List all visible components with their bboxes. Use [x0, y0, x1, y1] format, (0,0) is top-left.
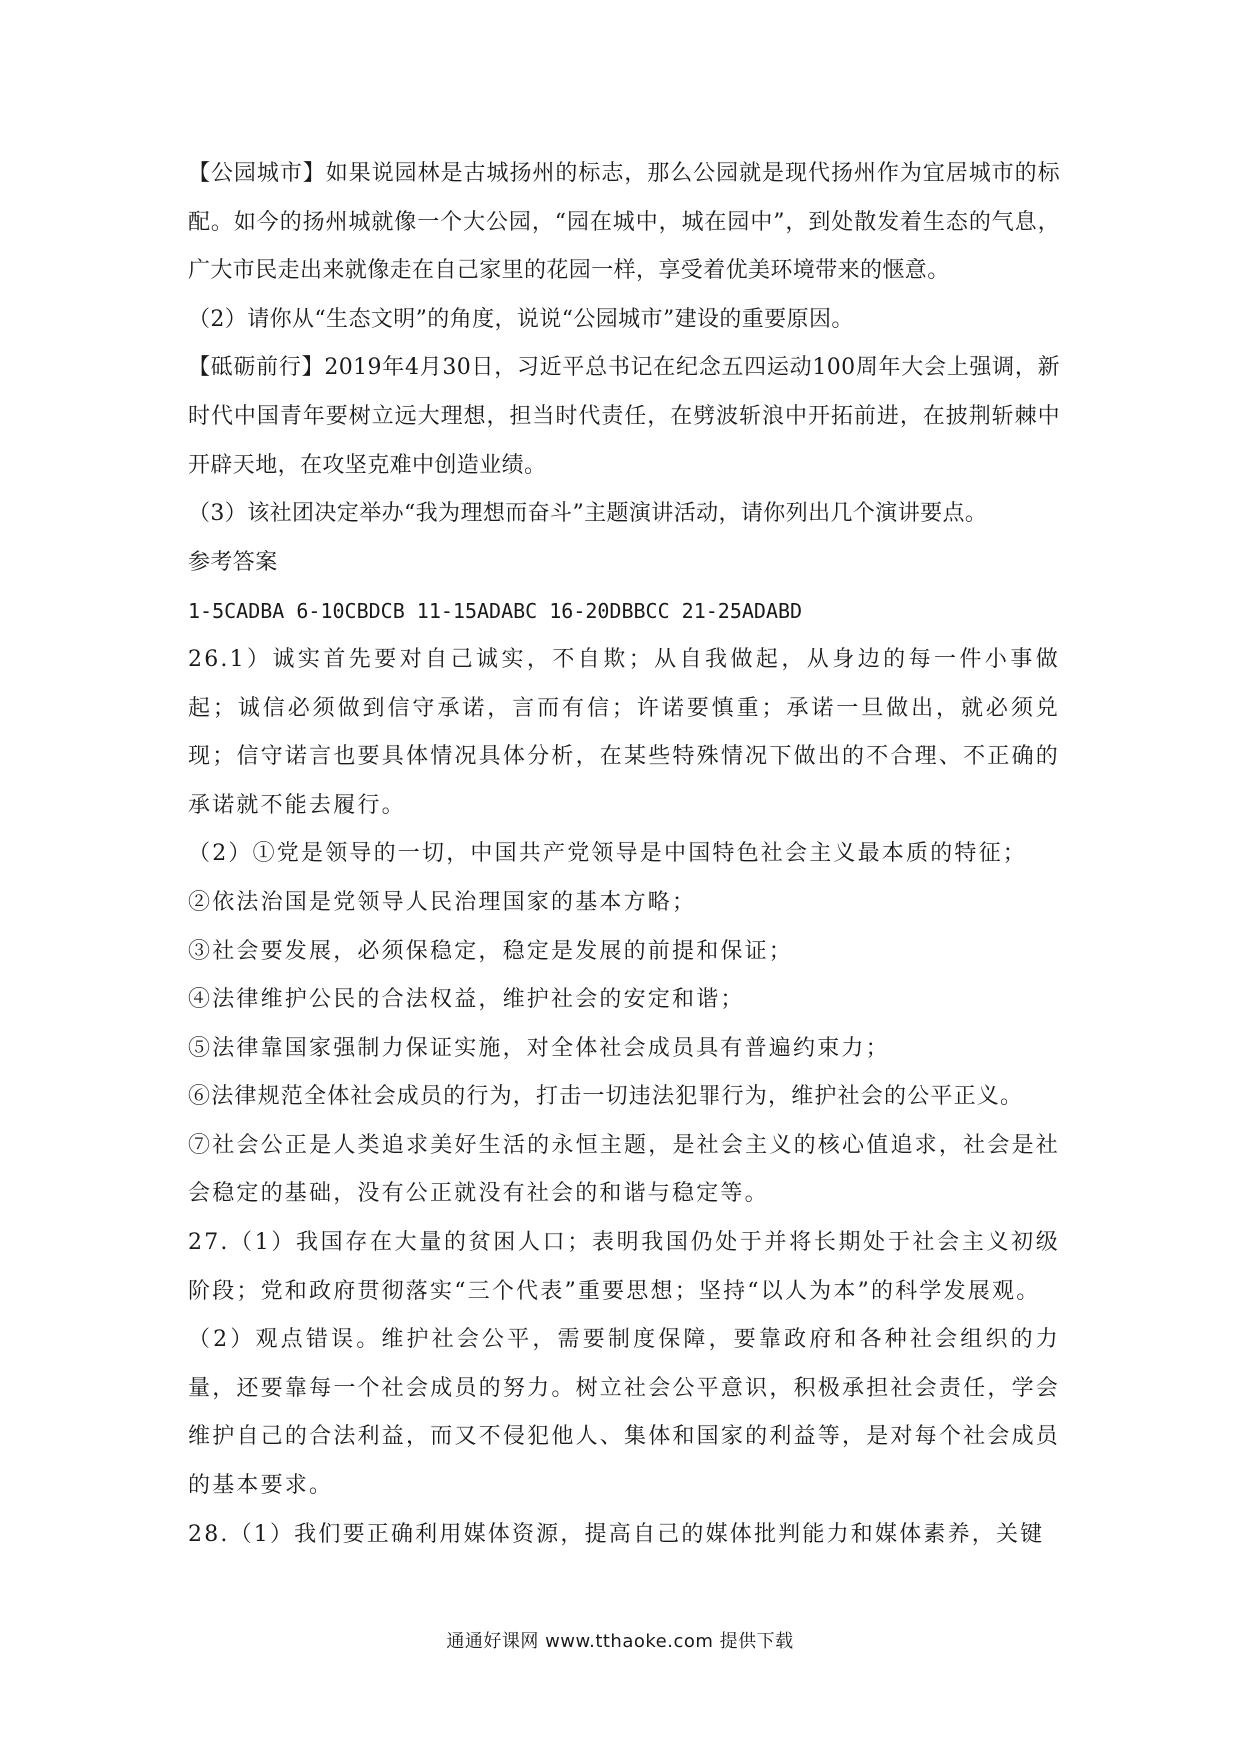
question-2: （2）请你从“生态文明”的角度，说说“公园城市”建设的重要原因。 — [188, 306, 854, 332]
paragraph-park-city: 【公园城市】如果说园林是古城扬州的标志，那么公园就是现代扬州作为宜居城市的标配。如今的扬州城就像一个大公园，“园在城中，城在园中”，到处散发着生态的气息，广大市民走出来就像走在自己家里的花园一样，享受着优美环境带来的惬意。 — [188, 161, 1060, 284]
answer-heading: 参考答案 — [188, 549, 278, 575]
multiple-choice-answers: 1-5CADBA 6-10CBDCB 11-15ADABC 16-20DBBCC 21-25ADABD — [188, 599, 803, 624]
document-body — [188, 150, 1060, 1559]
answer-28-1: 28.（1）我们要正确利用媒体资源，提高自己的媒体批判能力和媒体素养，关键 — [188, 1521, 1045, 1547]
question-3: （3）该社团决定举办“我为理想而奋斗”主题演讲活动，请你列出几个演讲要点。 — [188, 501, 988, 527]
answer-27-1: 27.（1）我国存在大量的贫困人口；表明我国仍处于并将长期处于社会主义初级阶段；党和政府贯彻落实“三个代表”重要思想；坚持“以人为本”的科学发展观。 — [188, 1230, 1060, 1304]
answer-26-1: 26.1）诚实首先要对自己诚实，不自欺；从自我做起，从身边的每一件小事做起；诚信必须做到信守承诺，言而有信；许诺要慎重；承诺一旦做出，就必须兑现；信守诺言也要具体情况具体分析，在某些特殊情况下做出的不合理、不正确的承诺就不能去履行。 — [188, 646, 1060, 818]
answer-26-2-item-6: ⑥法律规范全体社会成员的行为，打击一切违法犯罪行为，维护社会的公平正义。 — [188, 1084, 1024, 1110]
page-footer: 通通好课网 www.tthaoke.com 提供下载 — [446, 1631, 794, 1652]
answer-27-2: （2）观点错误。维护社会公平，需要制度保障，要靠政府和各种社会组织的力量，还要靠每一个社会成员的努力。树立社会公平意识，积极承担社会责任，学会维护自己的合法利益，而又不侵犯他人、集体和国家的利益等，是对每个社会成员的基本要求。 — [188, 1327, 1060, 1499]
answer-26-2-item-1: （2）①党是领导的一切，中国共产党领导是中国特色社会主义最本质的特征； — [188, 841, 1027, 867]
answer-26-2-item-4: ④法律维护公民的合法权益，维护社会的安定和谐； — [188, 987, 745, 1013]
answer-26-2-item-7: ⑦社会公正是人类追求美好生活的永恒主题，是社会主义的核心值追求，社会是社会稳定的基础，没有公正就没有社会的和谐与稳定等。 — [188, 1132, 1060, 1207]
answer-26-2-item-3: ③社会要发展，必须保稳定，稳定是发展的前提和保证； — [188, 938, 794, 964]
answer-26-2-item-2: ②依法治国是党领导人民治理国家的基本方略； — [188, 889, 697, 915]
answer-26-2-item-5: ⑤法律靠国家强制力保证实施，对全体社会成员具有普遍约束力； — [188, 1035, 890, 1061]
paragraph-forge-ahead: 【砥砺前行】2019年4月30日，习近平总书记在纪念五四运动100周年大会上强调，新时代中国青年要树立远大理想，担当时代责任，在劈波斩浪中开拓前进，在披荆斩棘中开辟天地，在攻坚克难中创造业绩。 — [188, 355, 1060, 478]
